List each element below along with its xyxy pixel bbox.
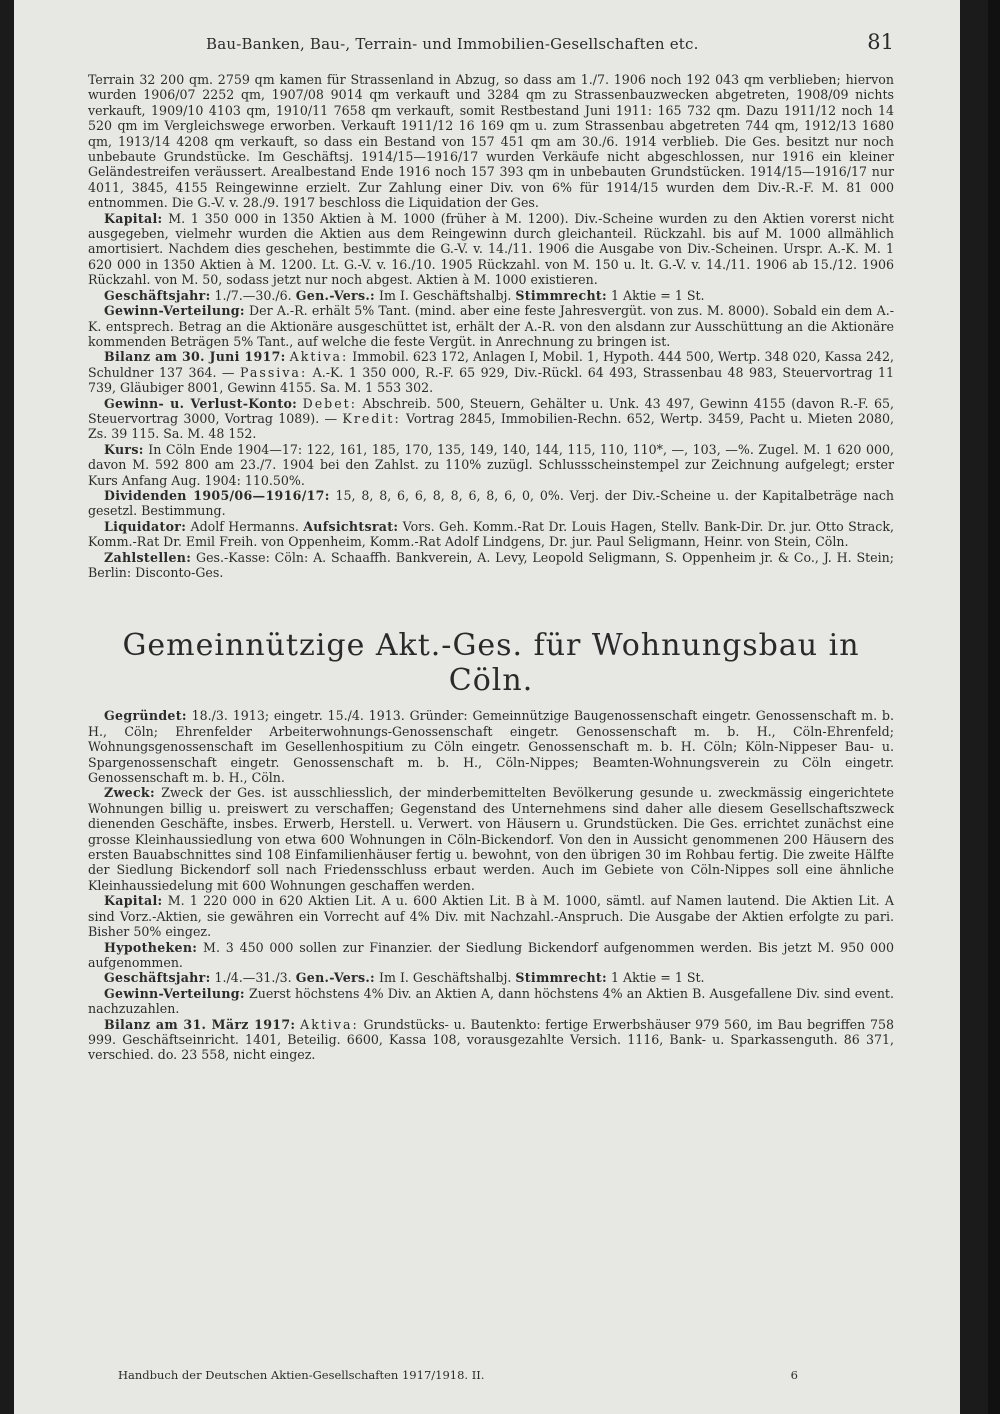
dividenden-label: Dividenden 1905/06—1916/17:: [104, 487, 330, 503]
paragraph-kapital: [88, 211, 894, 288]
page-number: 81: [867, 30, 894, 54]
page-content: [88, 30, 894, 1063]
footer-signature: 6: [790, 1368, 798, 1382]
zahlstellen-text: Ges.-Kasse: Cöln: A. Schaaffh. Bankverein, A. Levy, Leopold Seligmann, S. Oppenheim jr. & Co., J. H. Stein; Berlin: Disconto-Ges.: [88, 549, 894, 580]
page-header: [88, 30, 894, 72]
paragraph-dividenden: [88, 488, 894, 519]
gewinn-verteilung-text: Der A.-R. erhält 5% Tant. (mind. aber eine feste Jahresvergüt. von zus. M. 8000). Sobald ein dem A.-K. entsprech. Betrag an die Aktionäre ausgeschüttet ist, erhält der A.-R. von den alsdann zur Ausschüttung an die Aktionäre kommenden Beträgen 5% Tant., auf welche die feste Vergüt. in Anrechnung zu bringen ist.: [88, 303, 894, 349]
company-heading: Gemeinnützige Akt.-Ges. für Wohnungsbau in Cöln.: [122, 628, 860, 699]
gen-vers-text-2: Im I. Geschäftshalbj.: [375, 970, 516, 986]
bilanz-label-2: Bilanz am 31. März 1917:: [104, 1016, 296, 1032]
zweck-label: Zweck:: [104, 785, 155, 801]
geschaeftsjahr-text: 1./7.—30./6.: [210, 287, 296, 303]
gewinn-verteilung-text-2: Zuerst höchstens 4% Div. an Aktien A, dann höchstens 4% an Aktien B. Ausgefallene Div. sind event. nachzuzahlen.: [88, 985, 894, 1017]
geschaeftsjahr-label-2: Geschäftsjahr:: [104, 970, 211, 986]
footer-book-title: Handbuch der Deutschen Aktien-Gesellschaften 1917/1918. II.: [118, 1368, 485, 1382]
paragraph-hypotheken: [88, 940, 894, 971]
aufsichtsrat-label: Aufsichtsrat:: [303, 518, 399, 534]
kapital-text: M. 1 350 000 in 1350 Aktien à M. 1000 (früher à M. 1200). Div.-Scheine wurden zu den Aktien vorerst nicht ausgegeben, vielmehr wurden die Aktien aus dem Reingewinn durch gleichanteil. Rückzahl. bis auf M. 1000 allmählich amortisiert. Nachdem dies geschehen, bestimmte die G.-V. v. 14./11. 1906 die Ausgabe von Div.-Scheinen. Urspr. A.-K. M. 1 620 000 in 1350 Aktien à M. 1200. Lt. G.-V. v. 16./10. 1905 Rückzahl. von M. 150 u. lt. G.-V. v. 14./11. 1906 ab 15./12. 1906 Rückzahl. von M. 50, sodass jetzt nur noch abgest. Aktien à M. 1000 existieren.: [88, 210, 894, 288]
aufsichtsrat-text: Vors. Geh. Komm.-Rat Dr. Louis Hagen, Stellv. Bank-Dir. Dr. jur. Otto Strack, Komm.-Rat Dr. Emil Freih. von Oppenheim, Komm.-Rat Adolf Lindgens, Dr. jur. Paul Seligmann, Heinr. von Stein, Cöln.: [88, 518, 894, 550]
kapital-label: Kapital:: [104, 210, 163, 226]
paragraph-guv: [88, 396, 894, 442]
zweck-text: Zweck der Ges. ist ausschliesslich, der minderbemittelten Bevölkerung gesunde u. zweckmässig eingerichtete Wohnungen billig u. preiswert zu verschaffen; Gegenstand des Unternehmens sind daher alle diesem Gesellschaftszweck dienenden Geschäfte, insbes. Erwerb, Herstell. u. Verwert. von Häusern u. Grundstücken. Die Ges. errichtet zunächst eine grosse Kleinhaussiedlung von etwa 600 Wohnungen in Cöln-Bickendorf. Von den in Aussicht genommenen 200 Häusern des ersten Bauabschnittes sind 108 Einfamilienhäuser fertig u. bewohnt, von den übrigen 30 im Rohbau fertig. Die zweite Hälfte der Siedlung Bickendorf soll nach Friedensschluss erbaut werden. Auch im Gebiete von Cöln-Nippes soll eine ähnliche Kleinhaussiedelung mit 600 Wohnungen geschaffen werden.: [88, 785, 894, 893]
guv-label: Gewinn- u. Verlust-Konto:: [104, 395, 298, 411]
zahlstellen-label: Zahlstellen:: [104, 549, 192, 565]
kapital-label-2: Kapital:: [104, 893, 163, 909]
kredit-label: Kredit:: [342, 410, 401, 426]
gen-vers-text: Im I. Geschäftshalbj.: [375, 287, 516, 303]
hypotheken-label: Hypotheken:: [104, 939, 198, 955]
paragraph-gegruendet: [88, 708, 894, 785]
liquidator-text: Adolf Hermanns.: [186, 518, 304, 534]
paragraph-zweck: [88, 785, 894, 893]
page-footer: [118, 1368, 798, 1382]
liquidator-label: Liquidator:: [104, 518, 187, 534]
gewinn-verteilung-label: Gewinn-Verteilung:: [104, 303, 245, 319]
gen-vers-label: Gen.-Vers.:: [295, 287, 376, 303]
bilanz-label: Bilanz am 30. Juni 1917:: [104, 349, 286, 365]
paragraph-gewinn-verteilung-2: [88, 986, 894, 1017]
paragraph-geschaeftsjahr: [88, 288, 894, 303]
gen-vers-label-2: Gen.-Vers.:: [295, 970, 376, 986]
stimmrecht-label: Stimmrecht:: [515, 287, 607, 303]
aktiva-label-2: Aktiva:: [300, 1016, 359, 1032]
kurs-label: Kurs:: [104, 441, 144, 457]
geschaeftsjahr-text-2: 1./4.—31./3.: [210, 970, 296, 986]
gegruendet-label: Gegründet:: [104, 708, 187, 724]
gegruendet-text: 18./3. 1913; eingetr. 15./4. 1913. Gründer: Gemeinnützige Baugenossenschaft eingetr. Genossenschaft m. b. H., Cöln; Ehrenfelder Arbeiterwohnungs-Genossenschaft eingetr. Genossenschaft m. b. H., Cöln-Ehrenfeld; Wohnungsgenossenschaft im Gesellenhospitium zu Cöln eingetr. Genossenschaft m. b. H. Cöln; Köln-Nippeser Bau- u. Spargenossenschaft eingetr. Genossenschaft m. b. H., Cöln-Nippes; Beamten-Wohnungsverein zu Cöln eingetr. Genossenschaft m. b. H., Cöln.: [88, 708, 894, 786]
geschaeftsjahr-label: Geschäftsjahr:: [104, 287, 211, 303]
section-terrain-company: [88, 72, 894, 580]
paragraph-zahlstellen: [88, 550, 894, 581]
paragraph-kapital-2: [88, 893, 894, 939]
stimmrecht-text: 1 Aktie = 1 St.: [606, 287, 705, 303]
dividenden-text: 15, 8, 8, 6, 6, 8, 8, 6, 8, 6, 0, 0%. Verj. der Div.-Scheine u. der Kapitalbeträge nach gesetzl. Bestimmung.: [88, 487, 894, 519]
aktiva-label: Aktiva:: [289, 349, 349, 365]
paragraph-liquidator: [88, 519, 894, 550]
paragraph-geschaeftsjahr-2: [88, 970, 894, 985]
aktiva-text: Immobil. 623 172, Anlagen I, Mobil. 1, Hypoth. 444 500, Wertp. 348 020, Kassa 242, Schuldner 137 364. —: [88, 349, 894, 380]
terrain-text: Terrain 32 200 qm. 2759 qm kamen für Strassenland in Abzug, so dass am 1./7. 1906 noch 192 043 qm verblieben; hiervon wurden 1906/07 2252 qm, 1907/08 9014 qm verkauft und 3284 qm zu Strassenbauzwecken abgetreten, 1908/09 nichts verkauft, 1909/10 4103 qm, 1910/11 7658 qm verkauft, somit Restbestand Juni 1911: 165 732 qm. Dazu 1911/12 noch 14 520 qm im Vergleichswege erworben. Verkauft 1911/12 16 169 qm u. zum Strassenbau abgetreten 744 qm, 1912/13 1680 qm, 1913/14 4208 qm verkauft, so dass ein Bestand von 157 451 qm am 30./6. 1914 verblieb. Die Ges. besitzt nur noch unbebaute Grundstücke. Im Geschäftsj. 1914/15—1916/17 wurden Verkäufe nicht abgeschlossen, nur 1916 ein kleiner Geländestreifen veräussert. Arealbestand Ende 1916 noch 157 393 qm in unbebauten Grundstücken. 1914/15—1916/17 nur 4011, 3845, 4155 Reingewinne erzielt. Zur Zahlung einer Div. von 6% für 1914/15 wurden dem Div.-R.-F. M. 81 000 entnommen. Die G.-V. v. 28./9. 1917 beschloss die Liquidation der Ges.: [88, 72, 894, 211]
paragraph-bilanz: [88, 349, 894, 395]
paragraph-bilanz-2: [88, 1017, 894, 1063]
kurs-text: In Cöln Ende 1904—17: 122, 161, 185, 170, 135, 149, 140, 144, 115, 110, 110*, —, 103, —%. Zugel. M. 1 620 000, davon M. 592 800 am 23./7. 1904 bei den Zahlst. zu 110% zuzügl. Schlussscheinstempel zur Zeichnung aufgelegt; erster Kurs Anfang Aug. 1904: 110.50%.: [88, 441, 894, 488]
running-head: Bau-Banken, Bau-, Terrain- und Immobilien-Gesellschaften etc.: [206, 35, 699, 53]
stimmrecht-text-2: 1 Aktie = 1 St.: [606, 970, 705, 986]
hypotheken-text: M. 3 450 000 sollen zur Finanzier. der Siedlung Bickendorf aufgenommen werden. Bis jetzt M. 950 000 aufgenommen.: [88, 939, 894, 970]
stimmrecht-label-2: Stimmrecht:: [515, 970, 607, 986]
passiva-label: Passiva:: [239, 364, 308, 380]
passiva-text: A.-K. 1 350 000, R.-F. 65 929, Div.-Rückl. 64 493, Strassenbau 48 983, Steuervortrag 11 739, Gläubiger 8001, Gewinn 4155. Sa. M. 1 553 302.: [88, 364, 894, 396]
section-wohnungsbau-company: [88, 708, 894, 1062]
paragraph-gewinn-verteilung: [88, 303, 894, 349]
debet-text: Abschreib. 500, Steuern, Gehälter u. Unk. 43 497, Gewinn 4155 (davon R.-F. 65, Steuervortrag 3000, Vortrag 1089). —: [88, 395, 894, 426]
aktiva-text-2: Grundstücks- u. Bautenkto: fertige Erwerbshäuser 979 560, im Bau begriffen 758 999. Geschäftseinricht. 1401, Beteilig. 6600, Kassa 108, vorausgezahlte Versich. 1116, Bank- u. Sparkassenguth. 86 371, verschied. do. 23 558, nicht eingez.: [88, 1016, 894, 1063]
gewinn-verteilung-label-2: Gewinn-Verteilung:: [104, 985, 245, 1001]
paragraph-kurs: [88, 442, 894, 488]
kapital-text-2: M. 1 220 000 in 620 Aktien Lit. A u. 600 Aktien Lit. B à M. 1000, sämtl. auf Namen lautend. Die Aktien Lit. A sind Vorz.-Aktien, sie gewähren ein Vorrecht auf 4% Div. mit Nachzahl.-Anspruch. Die Ausgabe der Aktien erfolgte zu pari. Bisher 50% eingez.: [88, 893, 894, 940]
paragraph-terrain: [88, 72, 894, 211]
debet-label: Debet:: [302, 395, 357, 411]
scan-edge-shadow: [988, 0, 1000, 1414]
kredit-text: Vortrag 2845, Immobilien-Rechn. 652, Wertp. 3459, Pacht u. Mieten 2080, Zs. 39 115. Sa. M. 48 152.: [88, 410, 894, 442]
document-page: [14, 0, 960, 1414]
